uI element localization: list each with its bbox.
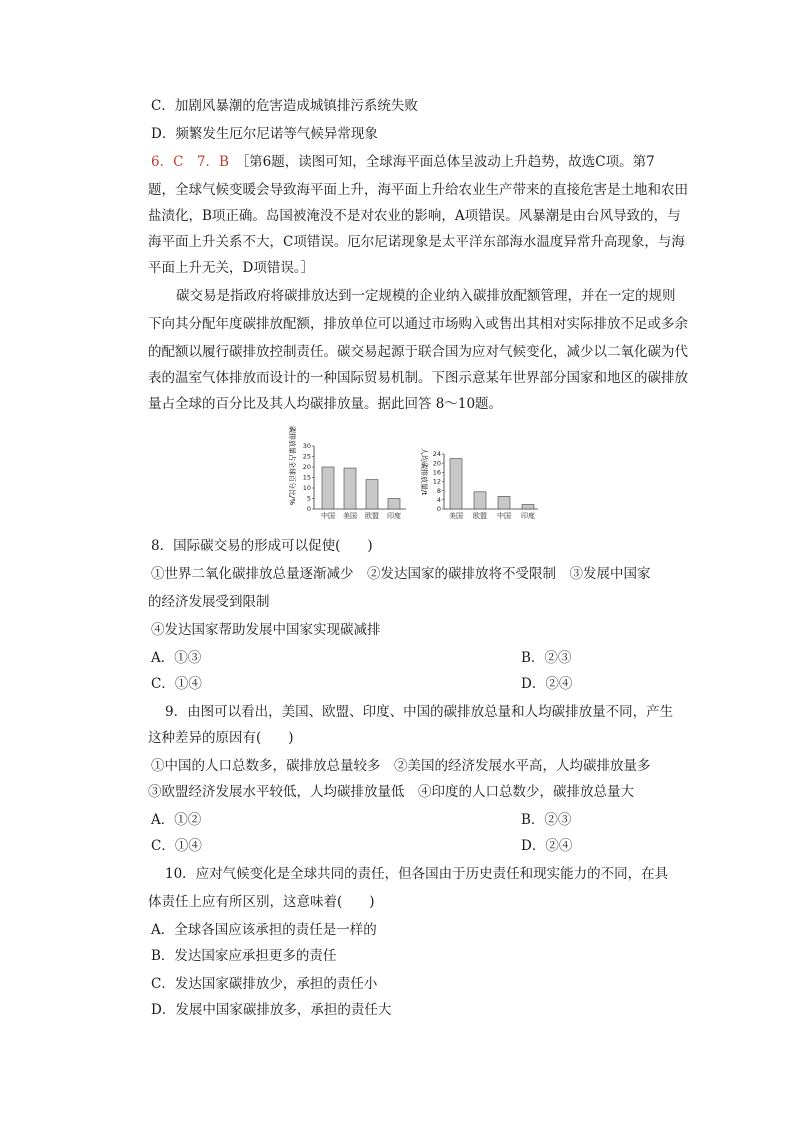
chart1-y-tick-label: 10 (302, 484, 311, 493)
chart1-bar-4 (388, 499, 400, 510)
q8-option-d[interactable]: D．②④ (521, 676, 573, 692)
chart1-category-label: 欧盟 (365, 512, 379, 520)
q10-stem-line-2: 体责任上应有所区别，这意味着( ) (148, 894, 375, 910)
q8-stem: 8．国际碳交易的形成可以促使( ) (151, 538, 373, 554)
chart2-y-tick-label: 20 (432, 459, 441, 468)
chart2-category-label: 欧盟 (473, 512, 487, 520)
chart1-y-tick-label: 25 (302, 452, 311, 461)
chart1-bar-3 (366, 480, 378, 509)
chart2-bar-2 (474, 492, 486, 509)
q10-option-a[interactable]: A．全球各国应该承担的责任是一样的 (151, 922, 377, 938)
answer-key: 6．C 7．B (151, 154, 229, 170)
passage-line-1: 碳交易是指政府将碳排放达到一定规模的企业纳入碳排放配额管理，并在一定的规则 (176, 288, 676, 304)
answer-text: ［第6题，读图可知，全球海平面总体呈波动上升趋势，故选C项。第7 (242, 154, 655, 170)
q9-stem-line-1: 9．由图可以看出，美国、欧盟、印度、中国的碳排放总量和人均碳排放量不同，产生 (165, 704, 674, 720)
chart-emission-share (282, 424, 412, 526)
q10-stem-line-1: 10．应对气候变化是全球共同的责任，但各国由于历史责任和现实能力的不同，在具 (165, 866, 669, 882)
q8-option-c[interactable]: C．①④ (151, 676, 202, 692)
chart2-y-tick-label: 12 (432, 477, 441, 486)
chart2-bar-1 (450, 459, 462, 509)
q9-stem-line-2: 这种差异的原因有( ) (148, 730, 294, 746)
q10-option-c[interactable]: C．发达国家碳排放少，承担的责任小 (151, 976, 378, 992)
passage-line-3: 的配额以履行碳排放控制责任。碳交易起源于联合国为应对气候变化，减少以二氧化碳为代 (148, 344, 688, 360)
chart2-category-label: 美国 (449, 512, 463, 520)
chart2-category-label: 印度 (521, 512, 535, 520)
chart1-y-tick-label: 20 (302, 463, 311, 472)
q8-option-a[interactable]: A．①③ (151, 650, 202, 666)
prev-option-c: C．加剧风暴潮的危害造成城镇排污系统失败 (151, 98, 418, 114)
chart2-y-tick-label: 4 (436, 496, 441, 505)
passage-line-5: 量占全球的百分比及其人均碳排放量。据此回答 8～10题。 (148, 396, 503, 412)
answer-line-4: 海平面上升关系不大，C项错误。厄尔尼诺现象是太平洋东部海水温度异常升高现象，与海 (148, 234, 685, 250)
chart1-category-label: 美国 (343, 512, 357, 520)
chart1-bar-1 (322, 467, 334, 509)
q9-items-line-2: ③欧盟经济发展水平较低，人均碳排放量低 ④印度的人口总数少，碳排放总量大 (148, 784, 634, 800)
chart-per-capita-emission (414, 448, 544, 526)
chart1-y-tick-label: 5 (306, 494, 311, 503)
chart1-category-label: 中国 (321, 512, 335, 520)
chart1-y-tick-label: 15 (302, 473, 311, 482)
chart1-category-label: 印度 (387, 512, 401, 520)
q9-option-c[interactable]: C．①④ (151, 838, 202, 854)
chart2-y-tick-label: 0 (436, 505, 441, 514)
q8-items-line-1: ①世界二氧化碳排放总量逐渐减少 ②发达国家的碳排放将不受限制 ③发展中国家 (151, 566, 651, 582)
chart2-bar-3 (498, 496, 510, 509)
answer-line-1 (151, 154, 691, 170)
q10-option-d[interactable]: D．发展中国家碳排放多，承担的责任大 (151, 1002, 392, 1018)
answer-line-2: 题，全球气候变暖会导致海平面上升，海平面上升给农业生产带来的直接危害是土地和农田 (148, 182, 688, 198)
answer-line-3: 盐渍化，B项正确。岛国被淹没不是对农业的影响，A项错误。风暴潮是由台风导致的，与 (148, 208, 681, 224)
chart2-y-tick-label: 8 (436, 486, 441, 495)
q10-option-b[interactable]: B．发达国家应承担更多的责任 (151, 948, 337, 964)
q9-option-b[interactable]: B．②③ (521, 812, 572, 828)
chart2-y-axis-label: 人均碳排放量/t (420, 448, 428, 496)
passage-line-2: 下向其分配年度碳排放配额，排放单位可以通过市场购入或售出其相对实际排放不足或多余 (148, 316, 688, 332)
chart2-y-tick-label: 24 (432, 450, 441, 459)
prev-option-d: D．频繁发生厄尔尼诺等气候异常现象 (151, 126, 378, 142)
q9-option-d[interactable]: D．②④ (521, 838, 573, 854)
q8-items-line-2: 的经济发展受到限制 (148, 594, 270, 610)
chart2-bar-4 (522, 504, 534, 509)
chart1-bar-2 (344, 468, 356, 509)
q9-option-a[interactable]: A．①② (151, 812, 202, 828)
chart1-y-tick-label: 0 (306, 505, 311, 514)
answer-line-5: 平面上升无关，D项错误。］ (148, 260, 315, 276)
chart1-y-tick-label: 30 (302, 442, 311, 451)
q8-option-b[interactable]: B．②③ (521, 650, 572, 666)
q8-options-row-1 (151, 650, 691, 666)
q9-options-row-2 (151, 838, 691, 854)
chart1-y-axis-label: 碳排放量占全球百分比/% (288, 426, 296, 506)
passage-line-4: 表的温室气体排放而设计的一种国际贸易机制。下图示意某年世界部分国家和地区的碳排放 (148, 370, 688, 386)
q9-options-row-1 (151, 812, 691, 828)
q8-options-row-2 (151, 676, 691, 692)
chart2-category-label: 中国 (497, 512, 511, 520)
q8-items-line-3: ④发达国家帮助发展中国家实现碳减排 (151, 622, 381, 638)
chart2-y-tick-label: 16 (432, 468, 441, 477)
q9-items-line-1: ①中国的人口总数多，碳排放总量较多 ②美国的经济发展水平高，人均碳排放量多 (151, 758, 651, 774)
